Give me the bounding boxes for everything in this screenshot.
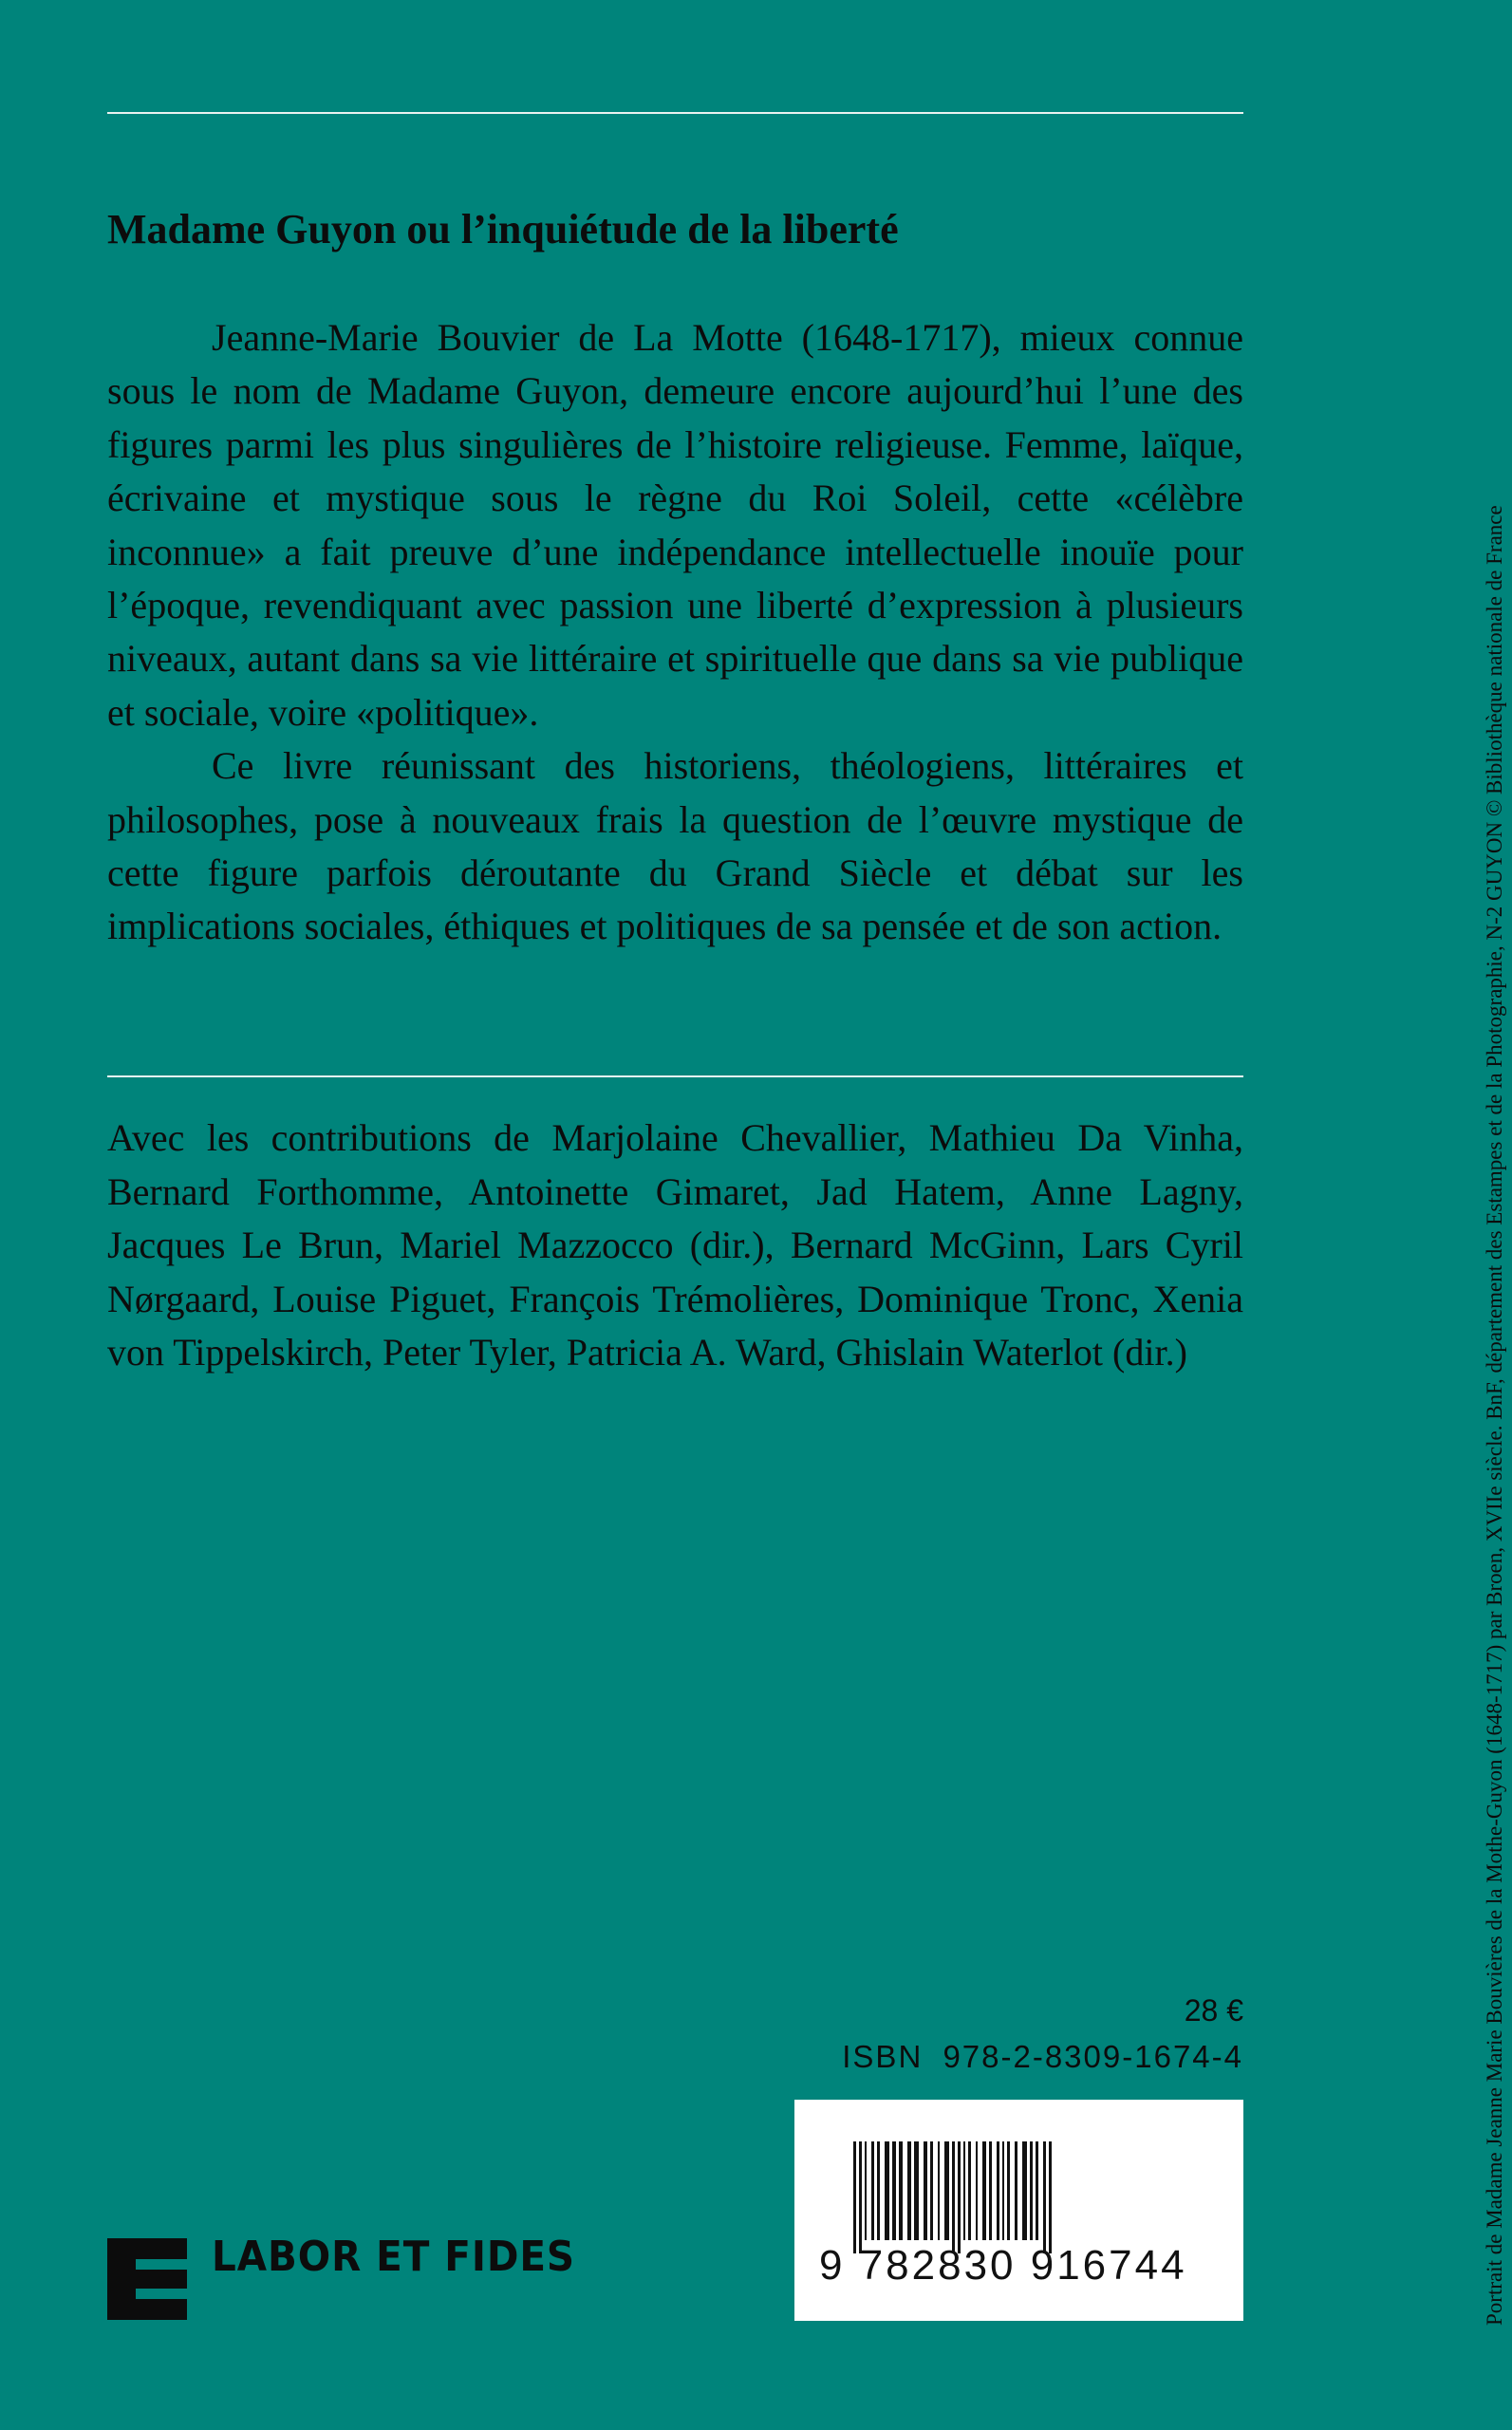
barcode-bar: [877, 2141, 880, 2240]
barcode-bar: [997, 2141, 999, 2240]
barcode-bar: [1030, 2141, 1033, 2240]
barcode-bar: [1007, 2141, 1010, 2240]
barcode-bar: [885, 2141, 889, 2240]
publisher-name: LABOR ET FIDES: [212, 2233, 576, 2281]
barcode-bar: [1015, 2141, 1017, 2240]
spine-credit: Portrait de Madame Jeanne Marie Bouvières de la Mothe-Guyon (1648-1717) par Broen, XVIIe siècle. BnF, département des Estampes et de la Photographie, N-2 GUYON © Bibliothèque nationale de France: [1483, 505, 1506, 2326]
barcode-bar: [853, 2141, 856, 2253]
barcode-bar: [907, 2141, 911, 2240]
barcode-bar: [924, 2141, 927, 2240]
book-title: Madame Guyon ou l’inquiétude de la liberté: [107, 206, 899, 252]
barcode-bar: [930, 2141, 933, 2240]
barcode-bar: [1002, 2141, 1004, 2240]
barcode-bar: [859, 2141, 862, 2253]
barcode-bar: [871, 2141, 874, 2240]
description-paragraph-2: Ce livre réunissant des historiens, théologiens, littéraires et philosophes, pose à nouveaux frais la question de l’œuvre mystique de cette figure parfois déroutante du Grand Siècle et débat sur les implications sociales, éthiques et politiques de sa pensée et de son action.: [107, 744, 1243, 948]
top-rule: [107, 112, 1243, 114]
barcode-bar: [865, 2141, 867, 2240]
middle-rule: [107, 1075, 1243, 1077]
barcode-bar: [899, 2141, 903, 2240]
barcode-bar: [968, 2141, 971, 2240]
barcode-bar: [892, 2141, 896, 2240]
price-label: 28 €: [1184, 1993, 1243, 2028]
barcode-bar: [958, 2141, 961, 2253]
barcode-bar: [952, 2141, 955, 2253]
barcode: [794, 2100, 1243, 2321]
barcode-bar: [1022, 2141, 1027, 2240]
book-description: [107, 311, 1243, 954]
barcode-bar: [938, 2141, 940, 2240]
isbn-label: ISBN 978-2-8309-1674-4: [842, 2039, 1243, 2074]
description-paragraph-1: Jeanne-Marie Bouvier de La Motte (1648-1717), mieux connue sous le nom de Madame Guyon, demeure encore aujourd’hui l’une des figures parmi les plus singulières de l’histoire religieuse. Femme, laïque, écrivaine et mystique sous le règne du Roi Soleil, cette «célèbre inconnue» a fait preuve d’une indépendance intellectuelle inouïe pour l’époque, revendiquant avec passion une liberté d’expression à plusieurs niveaux, autant dans sa vie littéraire et spirituelle que dans sa vie publique et sociale, voire «politique».: [107, 316, 1243, 734]
publisher-logo-icon: [107, 2238, 187, 2320]
contributors-list: Avec les contributions de Marjolaine Chevallier, Mathieu Da Vinha, Bernard Forthomme, Antoinette Gimaret, Jad Hatem, Anne Lagny, Jacques Le Brun, Mariel Mazzocco (dir.), Bernard McGinn, Lars Cyril Nørgaard, Louise Piguet, François Trémolières, Dominique Tronc, Xenia von Tippelskirch, Peter Tyler, Patricia A. Ward, Ghislain Waterlot (dir.): [107, 1116, 1243, 1374]
barcode-bar: [1043, 2141, 1046, 2253]
barcode-bar: [976, 2141, 978, 2240]
barcode-bar: [989, 2141, 992, 2240]
barcode-bar: [1049, 2141, 1052, 2253]
barcode-bar: [944, 2141, 949, 2240]
barcode-bar: [914, 2141, 919, 2240]
barcode-bar: [982, 2141, 986, 2240]
barcode-bar: [1036, 2141, 1038, 2240]
barcode-bar: [963, 2141, 965, 2240]
barcode-digits: 9 782830 916744: [819, 2242, 1187, 2289]
